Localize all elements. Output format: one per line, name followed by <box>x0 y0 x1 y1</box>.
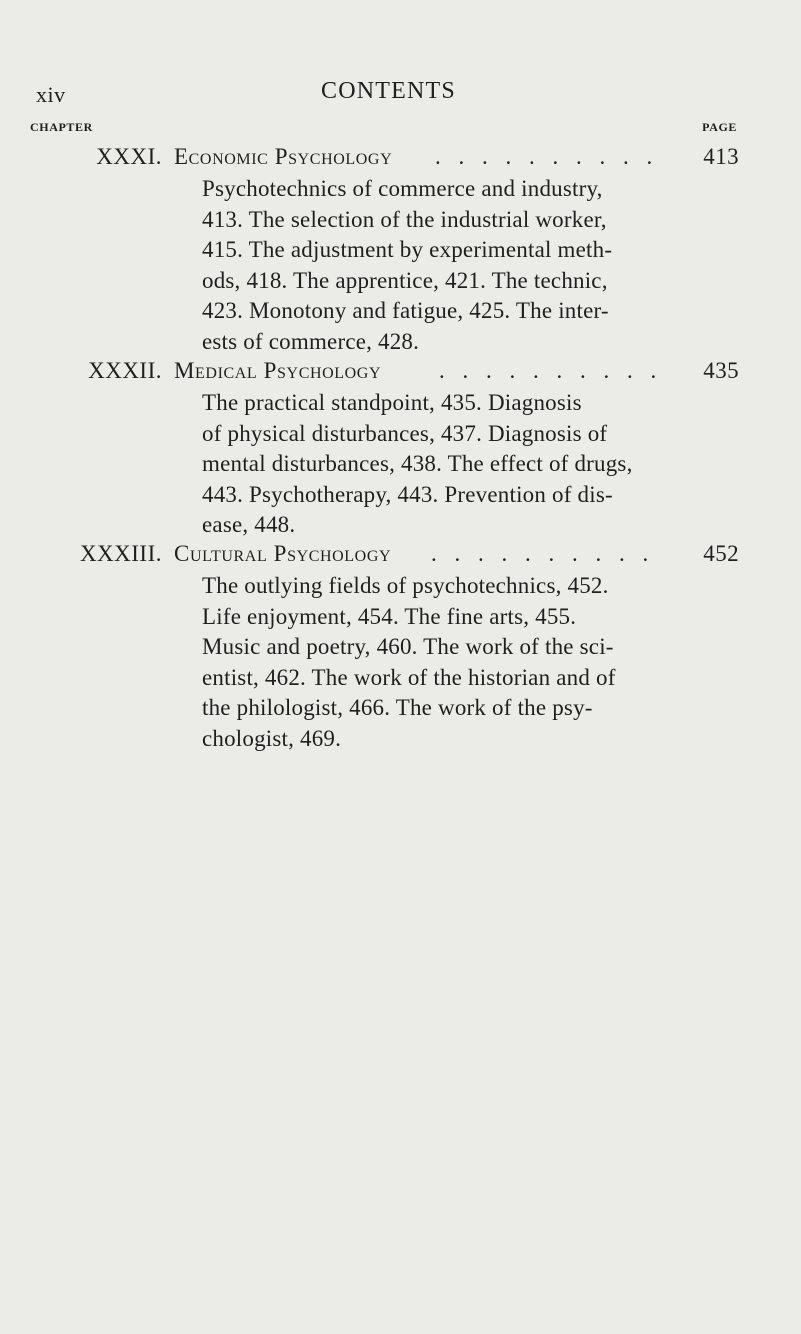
page-column-label: PAGE <box>702 120 737 134</box>
chapter-number: XXXIII. <box>79 541 162 566</box>
chapter-title: Economic Psychology <box>174 144 393 169</box>
description-line: 415. The adjustment by experimental meth- <box>202 237 613 262</box>
description-line: Music and poetry, 460. The work of the sci- <box>202 634 614 659</box>
description-line: 413. The selection of the industrial worker, <box>202 206 607 232</box>
description-line: ease, 448. <box>202 512 296 537</box>
running-head <box>0 78 801 108</box>
description-line: Psychotechnics of commerce and industry, <box>202 176 603 201</box>
chapter-number: XXXI. <box>96 144 162 169</box>
leader-dots: . . . . . . . . . . <box>439 358 663 383</box>
leader-dots: . . . . . . . . . . <box>435 144 659 169</box>
chapter-title: Cultural Psychology <box>174 541 392 566</box>
description-line: The practical standpoint, 435. Diagnosis <box>202 390 582 415</box>
leader-dots: . . . . . . . . . . <box>431 541 655 566</box>
description-line: ods, 418. The apprentice, 421. The technic, <box>202 267 608 293</box>
chapter-number: XXXII. <box>88 358 162 383</box>
description-line: 423. Monotony and fatigue, 425. The inter- <box>202 298 609 323</box>
description-line: The outlying fields of psychotechnics, 452. <box>202 573 609 598</box>
page-title: CONTENTS <box>321 78 456 104</box>
page-number: xiv <box>36 82 66 107</box>
description-line: the philologist, 466. The work of the psy- <box>202 695 593 720</box>
description-line: of physical disturbances, 437. Diagnosis of <box>202 420 608 446</box>
chapter-page: 413 <box>703 144 739 169</box>
chapter-description <box>202 388 702 541</box>
description-line: chologist, 469. <box>202 725 342 751</box>
description-line: ests of commerce, 428. <box>202 328 420 354</box>
column-headings <box>0 120 801 140</box>
description-line: 443. Psychotherapy, 443. Prevention of dis- <box>202 481 613 507</box>
chapter-page: 452 <box>703 541 739 566</box>
description-line: Life enjoyment, 454. The fine arts, 455. <box>202 603 577 629</box>
chapter-description <box>202 571 702 754</box>
chapter-page: 435 <box>703 358 739 383</box>
chapter-title: Medical Psychology <box>174 358 382 383</box>
chapter-description <box>202 174 702 357</box>
chapter-column-label: CHAPTER <box>30 120 93 134</box>
description-line: mental disturbances, 438. The effect of drugs, <box>202 451 633 476</box>
description-line: entist, 462. The work of the historian and of <box>202 664 616 690</box>
